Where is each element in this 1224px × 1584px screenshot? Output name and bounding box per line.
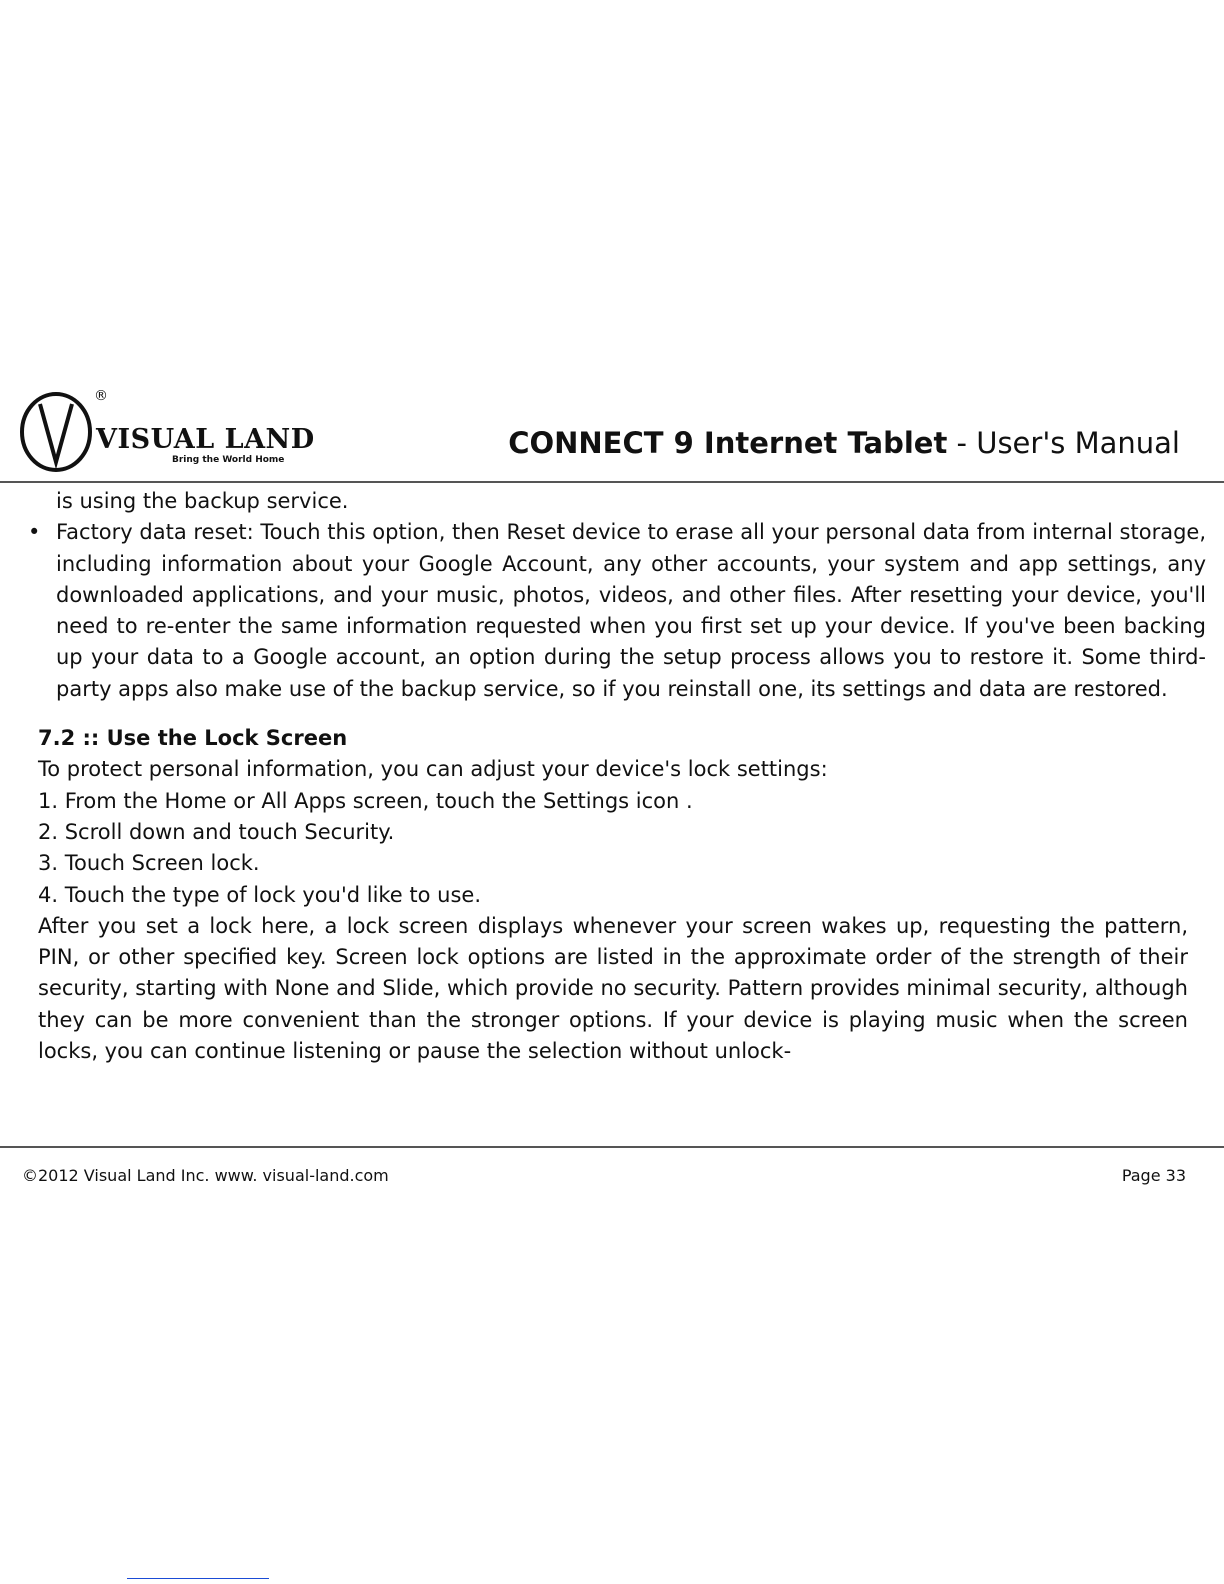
intro-text: To protect personal information, you can adjust your device's lock settings: <box>38 757 828 782</box>
section-heading: 7.2 :: Use the Lock Screen <box>38 726 348 751</box>
registered-mark: ® <box>94 388 108 404</box>
closing-paragraph: After you set a lock here, a lock screen displays whenever your screen wakes up, requesting the pattern, PIN, or other specified key. Screen lock options are listed in the approximate order of the strength of their security, starting with None and Slide, which provide no security. Pattern provides minimal security, although they can be more convenient than the stronger options. If your device is playing music when the screen locks, you can continue listening or pause the selection without unlock- <box>38 913 1188 1064</box>
step-item: 1. From the Home or All Apps screen, touch the Settings icon . <box>38 788 693 813</box>
page-body <box>28 486 1220 1067</box>
page-header <box>0 384 1224 484</box>
step-item: 4. Touch the type of lock you'd like to use. <box>38 882 482 907</box>
footer-copyright: ©2012 Visual Land Inc. www. visual-land.com <box>22 1166 389 1185</box>
bullet-icon: • <box>28 520 41 545</box>
bottom-link-underline <box>127 1578 269 1579</box>
visual-land-logo-icon <box>18 388 98 474</box>
document-title-product: CONNECT 9 Internet Tablet <box>508 426 948 460</box>
continuation-text: is using the backup service. <box>56 489 349 513</box>
footer-divider <box>0 1146 1224 1148</box>
bullet-factory-reset <box>28 517 1220 705</box>
header-divider <box>0 481 1224 483</box>
step-item: 2. Scroll down and touch Security. <box>38 819 395 844</box>
document-title <box>508 426 1180 460</box>
bullet-text: Factory data reset: Touch this option, then Reset device to erase all your personal data from internal storage, including information about your Google Account, any other accounts, your system and app settings, any downloaded applications, and your music, photos, videos, and other files. After resetting your device, you'll need to re-enter the same information requested when you first set up your device. If you've been backing up your data to a Google account, an option during the setup process allows you to restore it. Some third-party apps also make use of the backup service, so if you reinstall one, its settings and data are restored. <box>56 520 1206 701</box>
page-number: Page 33 <box>1121 1166 1186 1185</box>
logo-wordmark: VISUAL LAND <box>96 424 315 455</box>
logo-tagline: Bring the World Home <box>172 455 285 465</box>
step-item: 3. Touch Screen lock. <box>38 851 260 876</box>
document-title-suffix: - User's Manual <box>947 426 1180 460</box>
